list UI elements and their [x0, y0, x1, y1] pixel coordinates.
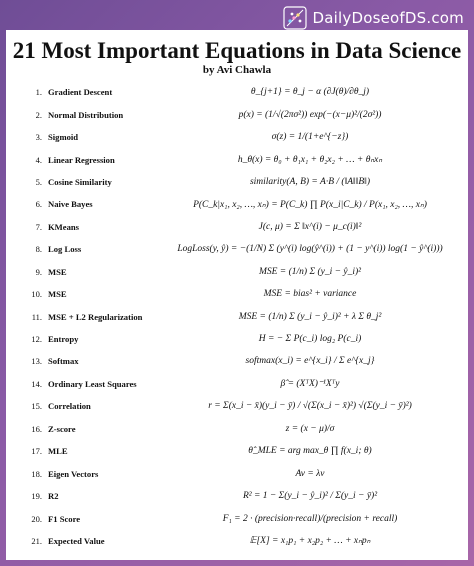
scatter-plot-logo-icon [283, 6, 307, 30]
equation-formula: MSE = bias² + variance [263, 289, 357, 300]
equation-list [6, 81, 468, 552]
equation-name: MSE [48, 266, 67, 277]
equation-name: Log Loss [48, 244, 82, 255]
equation-number: 1. [35, 87, 42, 98]
equation-name: Naive Bayes [48, 199, 93, 210]
equation-formula: β̂ = (XᵀX)⁻¹Xᵀy [280, 379, 340, 390]
equation-name: MSE [48, 289, 67, 300]
equation-name: Ordinary Least Squares [48, 378, 137, 389]
equation-name: F1 Score [48, 513, 81, 524]
equation-row [6, 485, 468, 507]
equation-row [6, 148, 468, 170]
equation-name: KMeans [48, 221, 80, 232]
equation-row [6, 350, 468, 372]
equation-number: 17. [31, 446, 42, 457]
equation-formula: θ_{j+1} = θ_j − α (∂J(θ)/∂θ_j) [250, 87, 370, 98]
equation-number: 16. [31, 423, 42, 434]
equation-formula: σ(z) = 1/(1+e^{−z}) [271, 132, 349, 143]
equation-name: MSE + L2 Regularization [48, 311, 143, 322]
equation-formula: J(c, μ) = Σ ‖x^(i) − μ_c(i)‖² [258, 221, 362, 232]
equation-formula: R² = 1 − Σ(y_i − ŷ_i)² / Σ(y_i − ȳ)² [242, 491, 378, 502]
equation-formula: z = (x − μ)/σ [285, 423, 335, 434]
equation-name: Gradient Descent [48, 87, 113, 98]
equation-name: Cosine Similarity [48, 176, 112, 187]
equation-row [6, 305, 468, 327]
equation-number: 15. [31, 401, 42, 412]
equation-number: 14. [31, 378, 42, 389]
equation-row [6, 373, 468, 395]
equation-number: 11. [31, 311, 42, 322]
equation-number: 7. [35, 221, 42, 232]
equation-formula: F₁ = 2 · (precision·recall)/(precision + recall) [222, 513, 398, 524]
equation-formula: LogLoss(y, ŷ) = −(1/N) Σ (y^(i) log(ŷ^(i)) + (1 − y^(i)) log(1 − ŷ^(i))) [177, 244, 443, 255]
equation-row [6, 103, 468, 125]
equation-formula: θ̂_MLE = arg max_θ ∏ f(x_i; θ) [248, 446, 372, 457]
equation-formula: MSE = (1/n) Σ (y_i − ŷ_i)² [258, 266, 362, 277]
equation-number: 8. [35, 244, 42, 255]
equation-formula: 𝔼[X] = x₁p₁ + x₂p₂ + … + xₙpₙ [249, 536, 371, 547]
equation-number: 4. [35, 154, 42, 165]
equation-formula: similarity(A, B) = A·B / (‖A‖‖B‖) [249, 176, 371, 187]
equation-row [6, 193, 468, 215]
equation-formula: H = − Σ P(c_i) log₂ P(c_i) [258, 334, 362, 345]
equation-row [6, 440, 468, 462]
equation-number: 20. [31, 513, 42, 524]
equation-formula: h_θ(x) = θ₀ + θ₁x₁ + θ₂x₂ + … + θₙxₙ [237, 155, 383, 166]
equation-row [6, 418, 468, 440]
equation-row [6, 395, 468, 417]
equation-formula: r = Σ(x_i − x̄)(y_i − ȳ) / √(Σ(x_i − x̄)²) √(Σ(y_i − ȳ)²) [208, 401, 412, 412]
equation-row [6, 126, 468, 148]
equation-number: 6. [35, 199, 42, 210]
equation-row [6, 261, 468, 283]
equation-name: Softmax [48, 356, 79, 367]
equation-name: Entropy [48, 334, 79, 345]
equation-name: Eigen Vectors [48, 468, 99, 479]
equation-formula: MSE = (1/n) Σ (y_i − ŷ_i)² + λ Σ θ_j² [238, 311, 382, 322]
equation-number: 10. [31, 289, 42, 300]
equation-name: Sigmoid [48, 132, 79, 143]
equation-number: 9. [35, 266, 42, 277]
page-subtitle: by Avi Chawla [202, 64, 272, 76]
equation-row [6, 530, 468, 552]
equation-row [6, 171, 468, 193]
equations-sheet [6, 30, 468, 560]
equation-number: 18. [31, 468, 42, 479]
equation-number: 19. [31, 491, 42, 502]
equation-number: 5. [35, 176, 42, 187]
equation-number: 3. [35, 132, 42, 143]
equation-name: Z-score [48, 423, 76, 434]
equation-formula: p(x) = (1/√(2πσ²)) exp(−(x−μ)²/(2σ²)) [238, 109, 382, 120]
equation-row [6, 328, 468, 350]
equation-row [6, 507, 468, 529]
equation-name: Normal Distribution [48, 109, 124, 120]
equation-name: Correlation [48, 401, 91, 412]
equation-row [6, 238, 468, 260]
equation-formula: softmax(x_i) = e^{x_i} / Σ e^{x_j} [245, 356, 375, 367]
brand [283, 4, 464, 32]
equation-row [6, 462, 468, 484]
page-title: 21 Most Important Equations in Data Science [12, 38, 462, 63]
equation-formula: Av = λv [295, 468, 325, 479]
equation-number: 13. [31, 356, 42, 367]
brand-name: DailyDoseofDS.com [312, 9, 464, 27]
equation-name: Linear Regression [48, 154, 115, 165]
equation-name: MLE [48, 446, 68, 457]
equation-name: R2 [48, 491, 59, 502]
equation-name: Expected Value [48, 535, 105, 546]
equation-row [6, 283, 468, 305]
equation-number: 12. [31, 334, 42, 345]
equation-row [6, 216, 468, 238]
equation-number: 2. [35, 109, 42, 120]
equation-formula: P(C_k|x₁, x₂, …, xₙ) = P(C_k) ∏ P(x_i|C_k) / P(x₁, x₂, …, xₙ) [193, 199, 427, 210]
equation-number: 21. [31, 535, 42, 546]
equation-row [6, 81, 468, 103]
